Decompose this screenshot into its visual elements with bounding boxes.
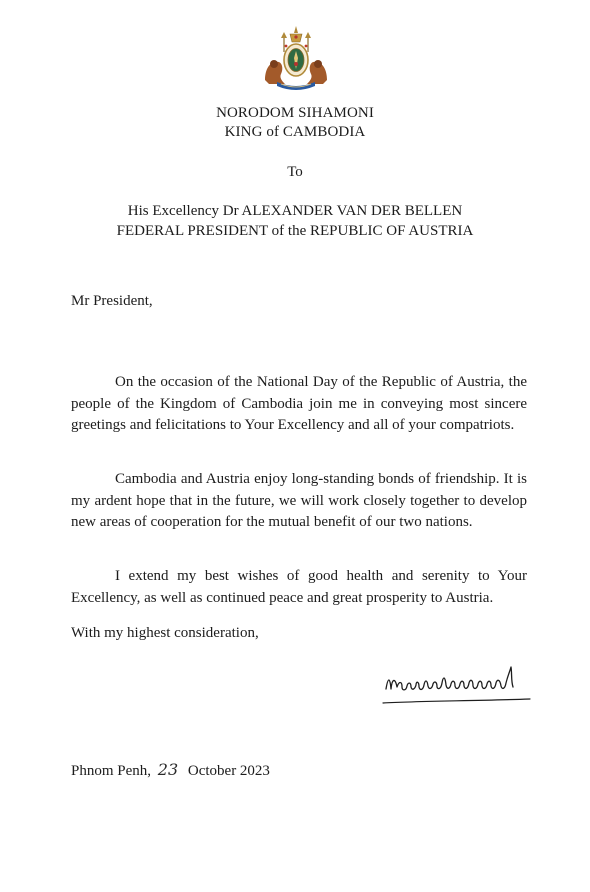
body-paragraph: Cambodia and Austria enjoy long-standing bonds of friendship. It is my ardent hope that in the future, we will work closely together to develop new areas of cooperation for the mutual benefit of our two nations.: [71, 471, 527, 530]
sender-title: KING of CAMBODIA: [224, 124, 366, 140]
addressee-name: His Excellency Dr ALEXANDER VAN DER BELLEN: [127, 203, 463, 219]
closing-line: With my highest consideration,: [71, 625, 259, 641]
addressee-title: FEDERAL PRESIDENT of the REPUBLIC OF AUSTRIA: [116, 223, 474, 239]
body-paragraph: On the occasion of the National Day of the Republic of Austria, the people of the Kingdom of Cambodia join me in conveying most sincere greetings and felicitations to Your Excellency and all of your compatriots.: [71, 374, 527, 433]
salutation: Mr President,: [71, 293, 153, 309]
place-date-line: [71, 760, 270, 781]
month-year: October 2023: [187, 763, 270, 779]
signature-icon: [380, 659, 540, 715]
body-paragraph: I extend my best wishes of good health and serenity to Your Excellency, as well as continued peace and great prosperity to Austria.: [71, 568, 527, 606]
royal-crest-icon: [259, 24, 333, 94]
to-label: To: [287, 164, 303, 180]
handwritten-day: 23: [157, 760, 179, 779]
sender-name: NORODOM SIHAMONI: [216, 105, 374, 121]
place: Phnom Penh,: [71, 763, 152, 779]
